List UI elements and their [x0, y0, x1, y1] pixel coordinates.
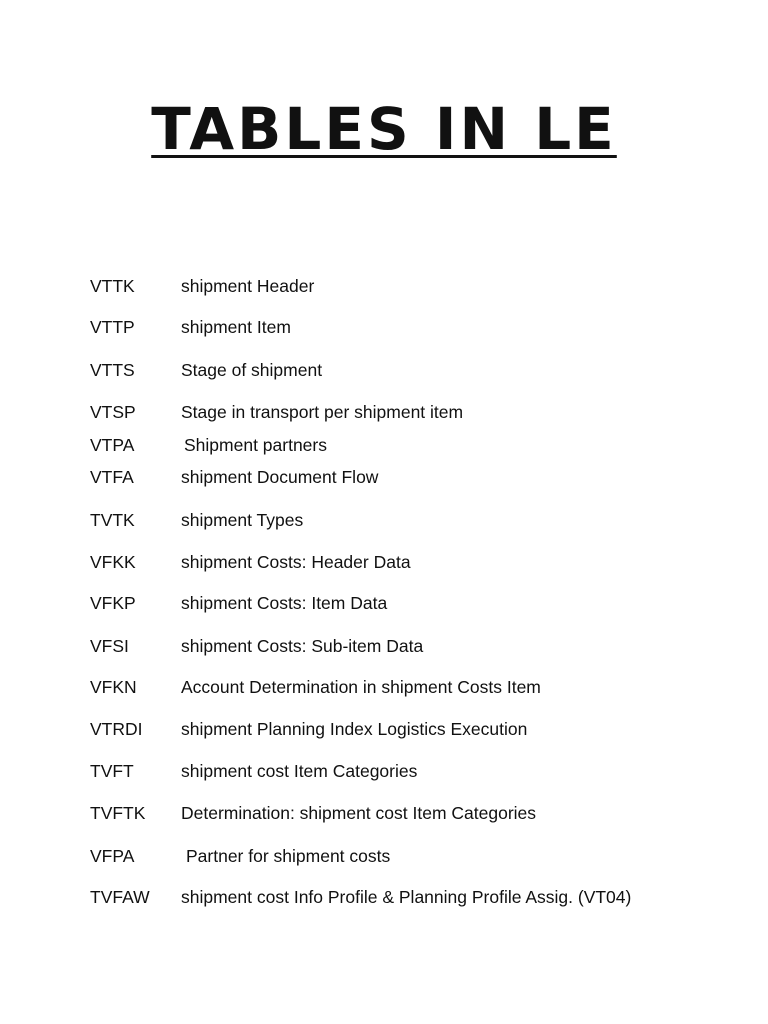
table-description: Account Determination in shipment Costs Item [181, 677, 541, 697]
table-description: shipment Item [181, 317, 291, 337]
table-row [0, 507, 768, 533]
table-code: VTFA [90, 467, 134, 487]
table-row [0, 549, 768, 575]
table-description: shipment Costs: Header Data [181, 552, 411, 572]
table-description: Partner for shipment costs [186, 846, 391, 866]
table-description: shipment cost Info Profile & Planning Profile Assig. (VT04) [181, 887, 632, 907]
table-code: VFKP [90, 593, 136, 613]
table-code: TVFTK [90, 803, 146, 823]
table-description: shipment Types [181, 510, 304, 530]
table-code: TVTK [90, 510, 135, 530]
table-description: shipment Costs: Item Data [181, 593, 388, 613]
table-code: VTSP [90, 402, 136, 422]
table-description: Stage in transport per shipment item [181, 402, 464, 422]
table-code: VFKN [90, 677, 137, 697]
table-row [0, 590, 768, 616]
table-description: shipment cost Item Categories [181, 761, 418, 781]
table-row [0, 464, 768, 490]
table-row [0, 633, 768, 659]
table-description: Shipment partners [184, 435, 327, 455]
table-row [0, 399, 768, 425]
table-description: shipment Costs: Sub-item Data [181, 636, 424, 656]
table-row [0, 432, 768, 458]
table-code: VTRDI [90, 719, 143, 739]
table-description: shipment Header [181, 276, 315, 296]
table-code: VTTK [90, 276, 135, 296]
table-description: shipment Planning Index Logistics Execution [181, 719, 528, 739]
table-row [0, 716, 768, 742]
table-description: shipment Document Flow [181, 467, 379, 487]
table-row [0, 884, 768, 910]
table-code: VFPA [90, 846, 135, 866]
table-row [0, 800, 768, 826]
page-title: TABLES IN LE [151, 95, 617, 163]
table-code: VFSI [90, 636, 129, 656]
table-code: VTTP [90, 317, 135, 337]
table-row [0, 843, 768, 869]
table-row [0, 357, 768, 383]
table-description: Determination: shipment cost Item Categories [181, 803, 537, 823]
table-row [0, 758, 768, 784]
table-description: Stage of shipment [181, 360, 323, 380]
table-code: VFKK [90, 552, 136, 572]
table-row [0, 674, 768, 700]
table-code: TVFT [90, 761, 134, 781]
table-code: VTTS [90, 360, 135, 380]
table-row [0, 314, 768, 340]
table-code: TVFAW [90, 887, 150, 907]
table-row [0, 273, 768, 299]
table-code: VTPA [90, 435, 135, 455]
